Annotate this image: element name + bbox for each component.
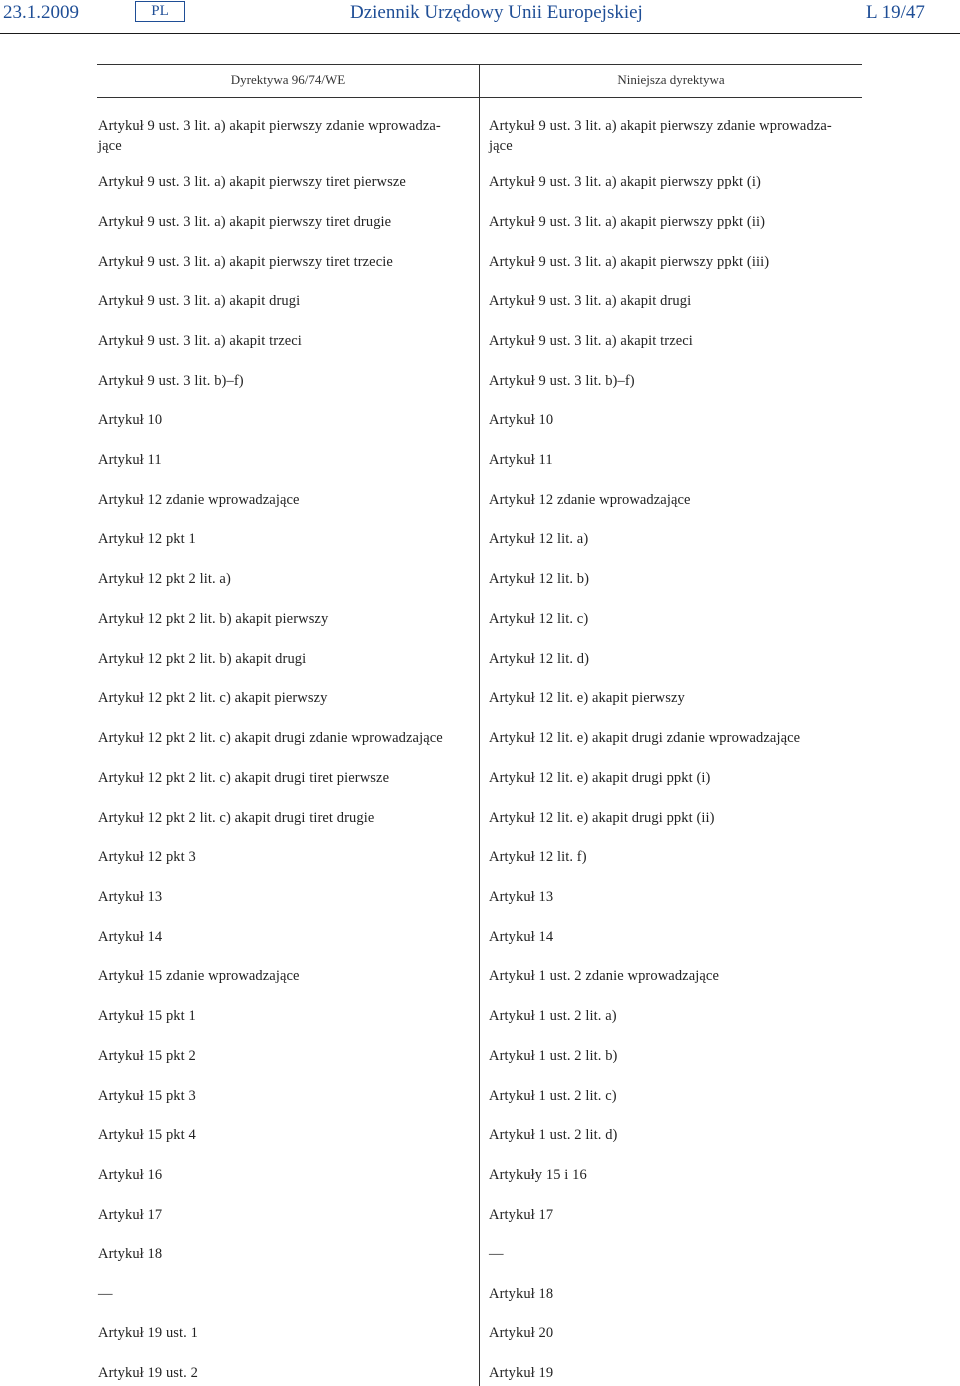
- column-header-new-directive: Niniejsza dyrektywa: [617, 72, 725, 87]
- new-directive-reference: Artykuł 20: [489, 1325, 554, 1341]
- old-directive-reference: Artykuł 15 pkt 3: [98, 1088, 196, 1104]
- column-header-old-directive: Dyrektywa 96/74/WE: [230, 72, 346, 87]
- new-directive-reference: Artykuł 9 ust. 3 lit. a) akapit pierwszy ppkt (i): [489, 174, 761, 190]
- old-directive-reference: Artykuł 16: [98, 1167, 163, 1183]
- new-directive-reference: Artykuł 9 ust. 3 lit. b)–f): [489, 373, 635, 389]
- journal-title: Dziennik Urzędowy Unii Europejskiej: [350, 2, 643, 23]
- new-directive-reference: Artykuł 11: [489, 452, 553, 468]
- old-directive-reference: Artykuł 12 pkt 2 lit. b) akapit drugi: [98, 651, 307, 667]
- old-directive-reference: Artykuł 19 ust. 2: [98, 1365, 198, 1381]
- new-directive-reference: Artykuł 9 ust. 3 lit. a) akapit pierwszy zdanie wprowadza-: [489, 118, 832, 134]
- new-directive-reference: Artykuł 12 lit. e) akapit drugi zdanie wprowadzające: [489, 730, 801, 746]
- old-directive-reference: Artykuł 12 pkt 2 lit. c) akapit drugi zdanie wprowadzające: [98, 730, 443, 746]
- new-directive-reference: Artykuł 19: [489, 1365, 554, 1381]
- old-directive-reference: Artykuł 12 pkt 3: [98, 849, 196, 865]
- page-number: L 19/47: [866, 2, 925, 23]
- old-directive-reference: Artykuł 9 ust. 3 lit. a) akapit pierwszy tiret pierwsze: [98, 174, 406, 190]
- new-directive-reference: Artykuł 9 ust. 3 lit. a) akapit pierwszy ppkt (iii): [489, 254, 770, 270]
- old-directive-reference: Artykuł 9 ust. 3 lit. b)–f): [98, 373, 244, 389]
- new-directive-reference: Artykuł 12 lit. e) akapit drugi ppkt (ii): [489, 810, 715, 826]
- old-directive-reference: Artykuł 15 pkt 2: [98, 1048, 196, 1064]
- old-directive-reference: Artykuł 12 pkt 2 lit. b) akapit pierwszy: [98, 611, 329, 627]
- old-directive-reference: Artykuł 17: [98, 1207, 163, 1223]
- old-directive-reference: Artykuł 9 ust. 3 lit. a) akapit pierwszy tiret trzecie: [98, 254, 393, 270]
- old-directive-reference: Artykuł 12 pkt 2 lit. c) akapit pierwszy: [98, 690, 328, 706]
- old-directive-reference: Artykuł 12 pkt 2 lit. c) akapit drugi tiret pierwsze: [98, 770, 390, 786]
- column-divider: [479, 64, 480, 1386]
- old-directive-reference: Artykuł 12 pkt 2 lit. a): [98, 571, 231, 587]
- new-directive-reference: Artykuł 12 lit. f): [489, 849, 587, 865]
- new-directive-reference: Artykuł 10: [489, 412, 554, 428]
- new-directive-reference: Artykuł 9 ust. 3 lit. a) akapit trzeci: [489, 333, 693, 349]
- new-directive-reference: Artykuł 12 lit. a): [489, 531, 589, 547]
- old-directive-reference: Artykuł 19 ust. 1: [98, 1325, 198, 1341]
- new-directive-reference: Artykuł 1 ust. 2 lit. a): [489, 1008, 617, 1024]
- old-directive-reference: Artykuł 13: [98, 889, 163, 905]
- old-directive-reference: Artykuł 12 pkt 2 lit. c) akapit drugi tiret drugie: [98, 810, 375, 826]
- new-directive-reference: Artykuł 12 lit. e) akapit pierwszy: [489, 690, 685, 706]
- new-directive-reference: Artykuł 1 ust. 2 lit. c): [489, 1088, 617, 1104]
- old-directive-reference: Artykuł 9 ust. 3 lit. a) akapit pierwszy tiret drugie: [98, 214, 392, 230]
- new-directive-reference: Artykuł 17: [489, 1207, 554, 1223]
- new-directive-reference: —: [489, 1246, 504, 1262]
- new-directive-reference: Artykuł 12 zdanie wprowadzające: [489, 492, 691, 508]
- new-directive-reference: Artykuł 18: [489, 1286, 554, 1302]
- new-directive-reference: Artykuł 1 ust. 2 lit. d): [489, 1127, 618, 1143]
- new-directive-reference: Artykuł 12 lit. d): [489, 651, 590, 667]
- new-directive-reference: Artykuł 14: [489, 929, 554, 945]
- old-directive-reference: Artykuł 10: [98, 412, 163, 428]
- publication-date: 23.1.2009: [3, 2, 79, 23]
- new-directive-reference: jące: [489, 138, 513, 154]
- new-directive-reference: Artykuł 12 lit. e) akapit drugi ppkt (i): [489, 770, 711, 786]
- old-directive-reference: Artykuł 9 ust. 3 lit. a) akapit trzeci: [98, 333, 302, 349]
- new-directive-reference: Artykuł 13: [489, 889, 554, 905]
- new-directive-reference: Artykuł 1 ust. 2 lit. b): [489, 1048, 618, 1064]
- new-directive-reference: Artykuł 1 ust. 2 zdanie wprowadzające: [489, 968, 719, 984]
- page-header: [0, 0, 960, 34]
- old-directive-reference: Artykuł 18: [98, 1246, 163, 1262]
- old-directive-reference: Artykuł 15 pkt 4: [98, 1127, 196, 1143]
- old-directive-reference: —: [98, 1286, 113, 1302]
- new-directive-reference: Artykuł 9 ust. 3 lit. a) akapit pierwszy ppkt (ii): [489, 214, 766, 230]
- old-directive-reference: Artykuł 11: [98, 452, 162, 468]
- old-directive-reference: Artykuł 15 pkt 1: [98, 1008, 196, 1024]
- old-directive-reference: Artykuł 15 zdanie wprowadzające: [98, 968, 300, 984]
- old-directive-reference: Artykuł 9 ust. 3 lit. a) akapit pierwszy zdanie wprowadza-: [98, 118, 441, 134]
- new-directive-reference: Artykuł 9 ust. 3 lit. a) akapit drugi: [489, 293, 692, 309]
- new-directive-reference: Artykuły 15 i 16: [489, 1167, 587, 1183]
- old-directive-reference: Artykuł 12 zdanie wprowadzające: [98, 492, 300, 508]
- old-directive-reference: Artykuł 9 ust. 3 lit. a) akapit drugi: [98, 293, 301, 309]
- language-badge: PL: [135, 1, 185, 22]
- new-directive-reference: Artykuł 12 lit. c): [489, 611, 589, 627]
- old-directive-reference: Artykuł 14: [98, 929, 163, 945]
- old-directive-reference: Artykuł 12 pkt 1: [98, 531, 196, 547]
- old-directive-reference: jące: [98, 138, 122, 154]
- new-directive-reference: Artykuł 12 lit. b): [489, 571, 590, 587]
